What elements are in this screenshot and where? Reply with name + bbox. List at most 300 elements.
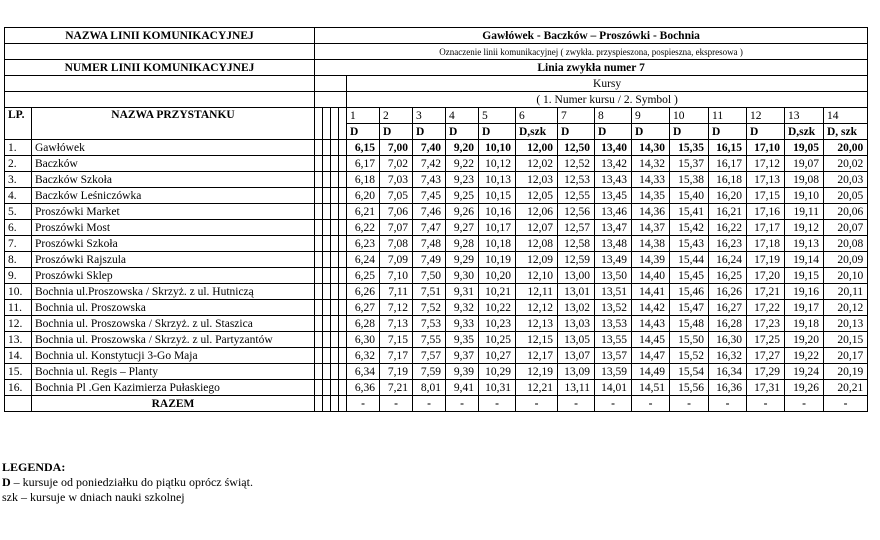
- departure-time: 17,27: [747, 348, 785, 364]
- narrow-cell: [331, 140, 339, 156]
- table-row: [5, 204, 868, 220]
- departure-time: 19,07: [785, 156, 824, 172]
- narrow-cell: [339, 396, 347, 412]
- total-value: -: [347, 396, 380, 412]
- departure-time: 12,00: [516, 140, 558, 156]
- departure-time: 19,14: [785, 252, 824, 268]
- course-symbol: D: [709, 124, 747, 140]
- departure-time: 7,50: [413, 268, 446, 284]
- departure-time: 19,10: [785, 188, 824, 204]
- departure-time: 7,21: [380, 380, 413, 396]
- narrow-cell: [339, 172, 347, 188]
- stop-lp: 10.: [5, 284, 32, 300]
- stop-name: Baczków Leśniczówka: [32, 188, 315, 204]
- stop-lp: 11.: [5, 300, 32, 316]
- course-number: 4: [446, 108, 479, 124]
- departure-time: 20,17: [824, 348, 868, 364]
- departure-time: 9,31: [446, 284, 479, 300]
- narrow-cell: [323, 380, 331, 396]
- narrow-cell: [323, 332, 331, 348]
- departure-time: 7,52: [413, 300, 446, 316]
- departure-time: 15,52: [670, 348, 709, 364]
- departure-time: 19,13: [785, 236, 824, 252]
- departure-time: 6,26: [347, 284, 380, 300]
- departure-time: 9,26: [446, 204, 479, 220]
- departure-time: 14,43: [632, 316, 670, 332]
- narrow-cell: [315, 204, 323, 220]
- table-row: [5, 348, 868, 364]
- total-value: -: [413, 396, 446, 412]
- departure-time: 14,35: [632, 188, 670, 204]
- departure-time: 6,20: [347, 188, 380, 204]
- departure-time: 7,47: [413, 220, 446, 236]
- narrow-cell: [339, 252, 347, 268]
- course-symbol: D: [632, 124, 670, 140]
- stop-lp: 7.: [5, 236, 32, 252]
- departure-time: 17,31: [747, 380, 785, 396]
- stop-name: Bochnia ul. Proszowska / Skrzyż. z ul. Partyzantów: [32, 332, 315, 348]
- narrow-cell: [323, 140, 331, 156]
- stop-name: Bochnia ul. Konstytucji 3-Go Maja: [32, 348, 315, 364]
- narrow-cell: [323, 396, 331, 412]
- departure-time: 7,07: [380, 220, 413, 236]
- departure-time: 13,52: [595, 300, 632, 316]
- timetable-body: [5, 28, 868, 412]
- total-value: -: [479, 396, 516, 412]
- narrow-cell: [315, 396, 323, 412]
- departure-time: 13,45: [595, 188, 632, 204]
- departure-time: 9,35: [446, 332, 479, 348]
- departure-time: 20,13: [824, 316, 868, 332]
- departure-time: 15,46: [670, 284, 709, 300]
- departure-time: 13,05: [558, 332, 595, 348]
- departure-time: 12,07: [516, 220, 558, 236]
- total-value: -: [747, 396, 785, 412]
- departure-time: 19,16: [785, 284, 824, 300]
- narrow-cell: [315, 364, 323, 380]
- stop-name: Proszówki Most: [32, 220, 315, 236]
- departure-time: 12,52: [558, 156, 595, 172]
- departure-time: 9,37: [446, 348, 479, 364]
- departure-time: 16,18: [709, 172, 747, 188]
- narrow-cell: [331, 236, 339, 252]
- table-row: [5, 140, 868, 156]
- narrow-cell: [323, 108, 331, 140]
- departure-time: 6,25: [347, 268, 380, 284]
- departure-time: 16,15: [709, 140, 747, 156]
- line-name-value: Gawłówek - Baczków – Proszówki - Bochnia: [315, 28, 868, 44]
- course-symbol: D: [446, 124, 479, 140]
- courses-sub-label: ( 1. Numer kursu / 2. Symbol ): [347, 92, 868, 108]
- departure-time: 13,07: [558, 348, 595, 364]
- line-number-value: Linia zwykła numer 7: [315, 60, 868, 76]
- departure-time: 12,19: [516, 364, 558, 380]
- narrow-cell: [315, 268, 323, 284]
- departure-time: 9,32: [446, 300, 479, 316]
- departure-time: 13,09: [558, 364, 595, 380]
- departure-time: 7,46: [413, 204, 446, 220]
- departure-time: 13,42: [595, 156, 632, 172]
- departure-time: 14,41: [632, 284, 670, 300]
- narrow-cell: [331, 268, 339, 284]
- departure-time: 9,30: [446, 268, 479, 284]
- departure-time: 17,17: [747, 220, 785, 236]
- legend-text: – kursuje od poniedziałku do piątku oprócz świąt.: [10, 475, 253, 489]
- departure-time: 12,21: [516, 380, 558, 396]
- departure-time: 13,50: [595, 268, 632, 284]
- departure-time: 6,28: [347, 316, 380, 332]
- departure-time: 13,00: [558, 268, 595, 284]
- departure-time: 7,59: [413, 364, 446, 380]
- narrow-cell: [315, 316, 323, 332]
- departure-time: 14,33: [632, 172, 670, 188]
- departure-time: 19,11: [785, 204, 824, 220]
- narrow-cell: [323, 252, 331, 268]
- table-row: [5, 220, 868, 236]
- narrow-cell: [339, 188, 347, 204]
- departure-time: 14,32: [632, 156, 670, 172]
- departure-time: 16,23: [709, 236, 747, 252]
- stop-lp: 1.: [5, 140, 32, 156]
- departure-time: 20,15: [824, 332, 868, 348]
- total-value: -: [824, 396, 868, 412]
- narrow-cell: [315, 300, 323, 316]
- stop-lp: 15.: [5, 364, 32, 380]
- departure-time: 7,43: [413, 172, 446, 188]
- stop-lp: 5.: [5, 204, 32, 220]
- table-row: [5, 268, 868, 284]
- departure-time: 10,31: [479, 380, 516, 396]
- legend-item-d: [2, 475, 253, 490]
- departure-time: 10,21: [479, 284, 516, 300]
- course-number: 3: [413, 108, 446, 124]
- departure-time: 7,48: [413, 236, 446, 252]
- stop-lp: 9.: [5, 268, 32, 284]
- stop-name: Bochnia Pl .Gen Kazimierza Pułaskiego: [32, 380, 315, 396]
- departure-time: 15,56: [670, 380, 709, 396]
- timetable: [4, 27, 868, 412]
- departure-time: 19,24: [785, 364, 824, 380]
- course-symbol: D: [595, 124, 632, 140]
- narrow-cell: [331, 156, 339, 172]
- departure-time: 6,21: [347, 204, 380, 220]
- departure-time: 20,09: [824, 252, 868, 268]
- departure-time: 10,19: [479, 252, 516, 268]
- departure-time: 6,30: [347, 332, 380, 348]
- narrow-cell: [315, 220, 323, 236]
- table-row: [5, 300, 868, 316]
- departure-time: 7,08: [380, 236, 413, 252]
- stop-name: Baczków: [32, 156, 315, 172]
- departure-time: 20,02: [824, 156, 868, 172]
- stop-name: Bochnia ul. Proszowska / Skrzyż. z ul. Staszica: [32, 316, 315, 332]
- total-value: -: [632, 396, 670, 412]
- departure-time: 13,11: [558, 380, 595, 396]
- departure-time: 14,51: [632, 380, 670, 396]
- departure-time: 12,05: [516, 188, 558, 204]
- narrow-cell: [315, 348, 323, 364]
- departure-time: 20,03: [824, 172, 868, 188]
- departure-time: 7,05: [380, 188, 413, 204]
- stop-name: Bochnia ul.Proszowska / Skrzyż. z ul. Hutniczą: [32, 284, 315, 300]
- stop-lp: 4.: [5, 188, 32, 204]
- departure-time: 12,09: [516, 252, 558, 268]
- stop-name: Proszówki Sklep: [32, 268, 315, 284]
- total-value: -: [516, 396, 558, 412]
- departure-time: 12,02: [516, 156, 558, 172]
- narrow-cell: [315, 156, 323, 172]
- departure-time: 19,22: [785, 348, 824, 364]
- departure-time: 10,13: [479, 172, 516, 188]
- table-row: [5, 156, 868, 172]
- departure-time: 16,26: [709, 284, 747, 300]
- course-number: 8: [595, 108, 632, 124]
- departure-time: 16,24: [709, 252, 747, 268]
- departure-time: 13,01: [558, 284, 595, 300]
- departure-time: 7,51: [413, 284, 446, 300]
- narrow-cell: [331, 300, 339, 316]
- departure-time: 12,53: [558, 172, 595, 188]
- departure-time: 20,12: [824, 300, 868, 316]
- departure-time: 7,40: [413, 140, 446, 156]
- departure-time: 7,00: [380, 140, 413, 156]
- course-number-row: [5, 108, 868, 124]
- course-number: 14: [824, 108, 868, 124]
- departure-time: 7,42: [413, 156, 446, 172]
- departure-time: 12,13: [516, 316, 558, 332]
- total-value: -: [670, 396, 709, 412]
- departure-time: 16,20: [709, 188, 747, 204]
- departure-time: 9,25: [446, 188, 479, 204]
- departure-time: 6,27: [347, 300, 380, 316]
- departure-time: 16,32: [709, 348, 747, 364]
- departure-time: 14,39: [632, 252, 670, 268]
- departure-time: 16,17: [709, 156, 747, 172]
- departure-time: 17,15: [747, 188, 785, 204]
- designation-note: Oznaczenie linii komunikacyjnej ( zwykła. przyspieszona, pospieszna, ekspresowa ): [315, 44, 868, 60]
- stop-lp: 12.: [5, 316, 32, 332]
- course-symbol: D,szk: [785, 124, 824, 140]
- narrow-cell: [339, 204, 347, 220]
- total-value: -: [709, 396, 747, 412]
- departure-time: 14,30: [632, 140, 670, 156]
- narrow-cell: [331, 204, 339, 220]
- legend-text: – kursuje w dniach nauki szkolnej: [18, 490, 185, 504]
- blank-cell: [5, 76, 315, 92]
- course-number: 12: [747, 108, 785, 124]
- departure-time: 12,57: [558, 220, 595, 236]
- narrow-cell: [331, 364, 339, 380]
- narrow-cell: [339, 364, 347, 380]
- narrow-cell: [315, 188, 323, 204]
- departure-time: 7,45: [413, 188, 446, 204]
- course-symbol: D: [413, 124, 446, 140]
- narrow-cell: [339, 332, 347, 348]
- departure-time: 9,33: [446, 316, 479, 332]
- stop-lp: 2.: [5, 156, 32, 172]
- departure-time: 20,05: [824, 188, 868, 204]
- narrow-cell: [331, 380, 339, 396]
- departure-time: 19,20: [785, 332, 824, 348]
- narrow-cell: [315, 140, 323, 156]
- departure-time: 6,22: [347, 220, 380, 236]
- departure-time: 10,17: [479, 220, 516, 236]
- departure-time: 19,15: [785, 268, 824, 284]
- departure-time: 20,08: [824, 236, 868, 252]
- course-number: 7: [558, 108, 595, 124]
- stop-name: Proszówki Market: [32, 204, 315, 220]
- departure-time: 19,26: [785, 380, 824, 396]
- table-row: [5, 172, 868, 188]
- departure-time: 14,38: [632, 236, 670, 252]
- departure-time: 12,58: [558, 236, 595, 252]
- blank-cell: [315, 76, 347, 92]
- departure-time: 10,23: [479, 316, 516, 332]
- stop-name: Baczków Szkoła: [32, 172, 315, 188]
- narrow-cell: [339, 300, 347, 316]
- total-value: -: [558, 396, 595, 412]
- legend-key: D: [2, 475, 11, 489]
- narrow-cell: [339, 284, 347, 300]
- narrow-cell: [315, 332, 323, 348]
- departure-time: 17,29: [747, 364, 785, 380]
- stop-lp: 8.: [5, 252, 32, 268]
- departure-time: 13,47: [595, 220, 632, 236]
- table-row: [5, 236, 868, 252]
- narrow-cell: [323, 156, 331, 172]
- course-symbol: D: [747, 124, 785, 140]
- stop-name: Proszówki Szkoła: [32, 236, 315, 252]
- departure-time: 9,29: [446, 252, 479, 268]
- departure-time: 9,41: [446, 380, 479, 396]
- departure-time: 16,25: [709, 268, 747, 284]
- narrow-cell: [315, 252, 323, 268]
- departure-time: 20,10: [824, 268, 868, 284]
- departure-time: 14,47: [632, 348, 670, 364]
- departure-time: 6,24: [347, 252, 380, 268]
- narrow-cell: [331, 108, 339, 140]
- total-value: -: [446, 396, 479, 412]
- departure-time: 12,10: [516, 268, 558, 284]
- departure-time: 13,59: [595, 364, 632, 380]
- departure-time: 6,17: [347, 156, 380, 172]
- table-row: [5, 252, 868, 268]
- departure-time: 7,15: [380, 332, 413, 348]
- departure-time: 14,37: [632, 220, 670, 236]
- departure-time: 6,23: [347, 236, 380, 252]
- departure-time: 13,46: [595, 204, 632, 220]
- departure-time: 7,49: [413, 252, 446, 268]
- departure-time: 17,21: [747, 284, 785, 300]
- departure-time: 15,43: [670, 236, 709, 252]
- table-row: [5, 316, 868, 332]
- departure-time: 12,59: [558, 252, 595, 268]
- departure-time: 17,13: [747, 172, 785, 188]
- departure-time: 15,54: [670, 364, 709, 380]
- stop-lp: 14.: [5, 348, 32, 364]
- departure-time: 13,48: [595, 236, 632, 252]
- departure-time: 9,28: [446, 236, 479, 252]
- departure-time: 15,35: [670, 140, 709, 156]
- departure-time: 17,10: [747, 140, 785, 156]
- course-symbol: D: [347, 124, 380, 140]
- departure-time: 20,19: [824, 364, 868, 380]
- departure-time: 7,10: [380, 268, 413, 284]
- stop-name-header: NAZWA PRZYSTANKU: [32, 108, 315, 140]
- stop-name: Gawłówek: [32, 140, 315, 156]
- narrow-cell: [339, 140, 347, 156]
- narrow-cell: [331, 284, 339, 300]
- departure-time: 10,22: [479, 300, 516, 316]
- departure-time: 14,42: [632, 300, 670, 316]
- narrow-cell: [315, 380, 323, 396]
- course-symbol: D: [558, 124, 595, 140]
- narrow-cell: [331, 188, 339, 204]
- total-value: -: [595, 396, 632, 412]
- stop-name: Bochnia ul. Proszowska: [32, 300, 315, 316]
- departure-time: 13,49: [595, 252, 632, 268]
- departure-time: 10,15: [479, 188, 516, 204]
- departure-time: 7,13: [380, 316, 413, 332]
- departure-time: 9,23: [446, 172, 479, 188]
- departure-time: 17,12: [747, 156, 785, 172]
- departure-time: 19,05: [785, 140, 824, 156]
- departure-time: 15,45: [670, 268, 709, 284]
- departure-time: 17,19: [747, 252, 785, 268]
- departure-time: 7,53: [413, 316, 446, 332]
- departure-time: 12,17: [516, 348, 558, 364]
- table-row: [5, 364, 868, 380]
- departure-time: 10,12: [479, 156, 516, 172]
- course-symbol: D: [670, 124, 709, 140]
- departure-time: 12,56: [558, 204, 595, 220]
- blank-cell: [315, 92, 347, 108]
- departure-time: 17,22: [747, 300, 785, 316]
- table-row: [5, 332, 868, 348]
- course-symbol: D, szk: [824, 124, 868, 140]
- departure-time: 15,38: [670, 172, 709, 188]
- departure-time: 16,22: [709, 220, 747, 236]
- departure-time: 13,51: [595, 284, 632, 300]
- stop-lp: 13.: [5, 332, 32, 348]
- narrow-cell: [323, 204, 331, 220]
- blank-cell: [5, 44, 315, 60]
- stop-lp: 3.: [5, 172, 32, 188]
- departure-time: 17,16: [747, 204, 785, 220]
- departure-time: 13,57: [595, 348, 632, 364]
- departure-time: 9,27: [446, 220, 479, 236]
- departure-time: 13,43: [595, 172, 632, 188]
- departure-time: 14,40: [632, 268, 670, 284]
- departure-time: 19,17: [785, 300, 824, 316]
- departure-time: 12,03: [516, 172, 558, 188]
- narrow-cell: [323, 284, 331, 300]
- departure-time: 16,36: [709, 380, 747, 396]
- narrow-cell: [339, 220, 347, 236]
- stop-name: Proszówki Rajszula: [32, 252, 315, 268]
- legend-key: szk: [2, 490, 18, 504]
- departure-time: 13,03: [558, 316, 595, 332]
- departure-time: 10,29: [479, 364, 516, 380]
- narrow-cell: [339, 156, 347, 172]
- departure-time: 16,27: [709, 300, 747, 316]
- course-symbol: D: [380, 124, 413, 140]
- course-symbol: D,szk: [516, 124, 558, 140]
- departure-time: 10,27: [479, 348, 516, 364]
- course-number: 13: [785, 108, 824, 124]
- blank-cell: [5, 92, 315, 108]
- departure-time: 20,21: [824, 380, 868, 396]
